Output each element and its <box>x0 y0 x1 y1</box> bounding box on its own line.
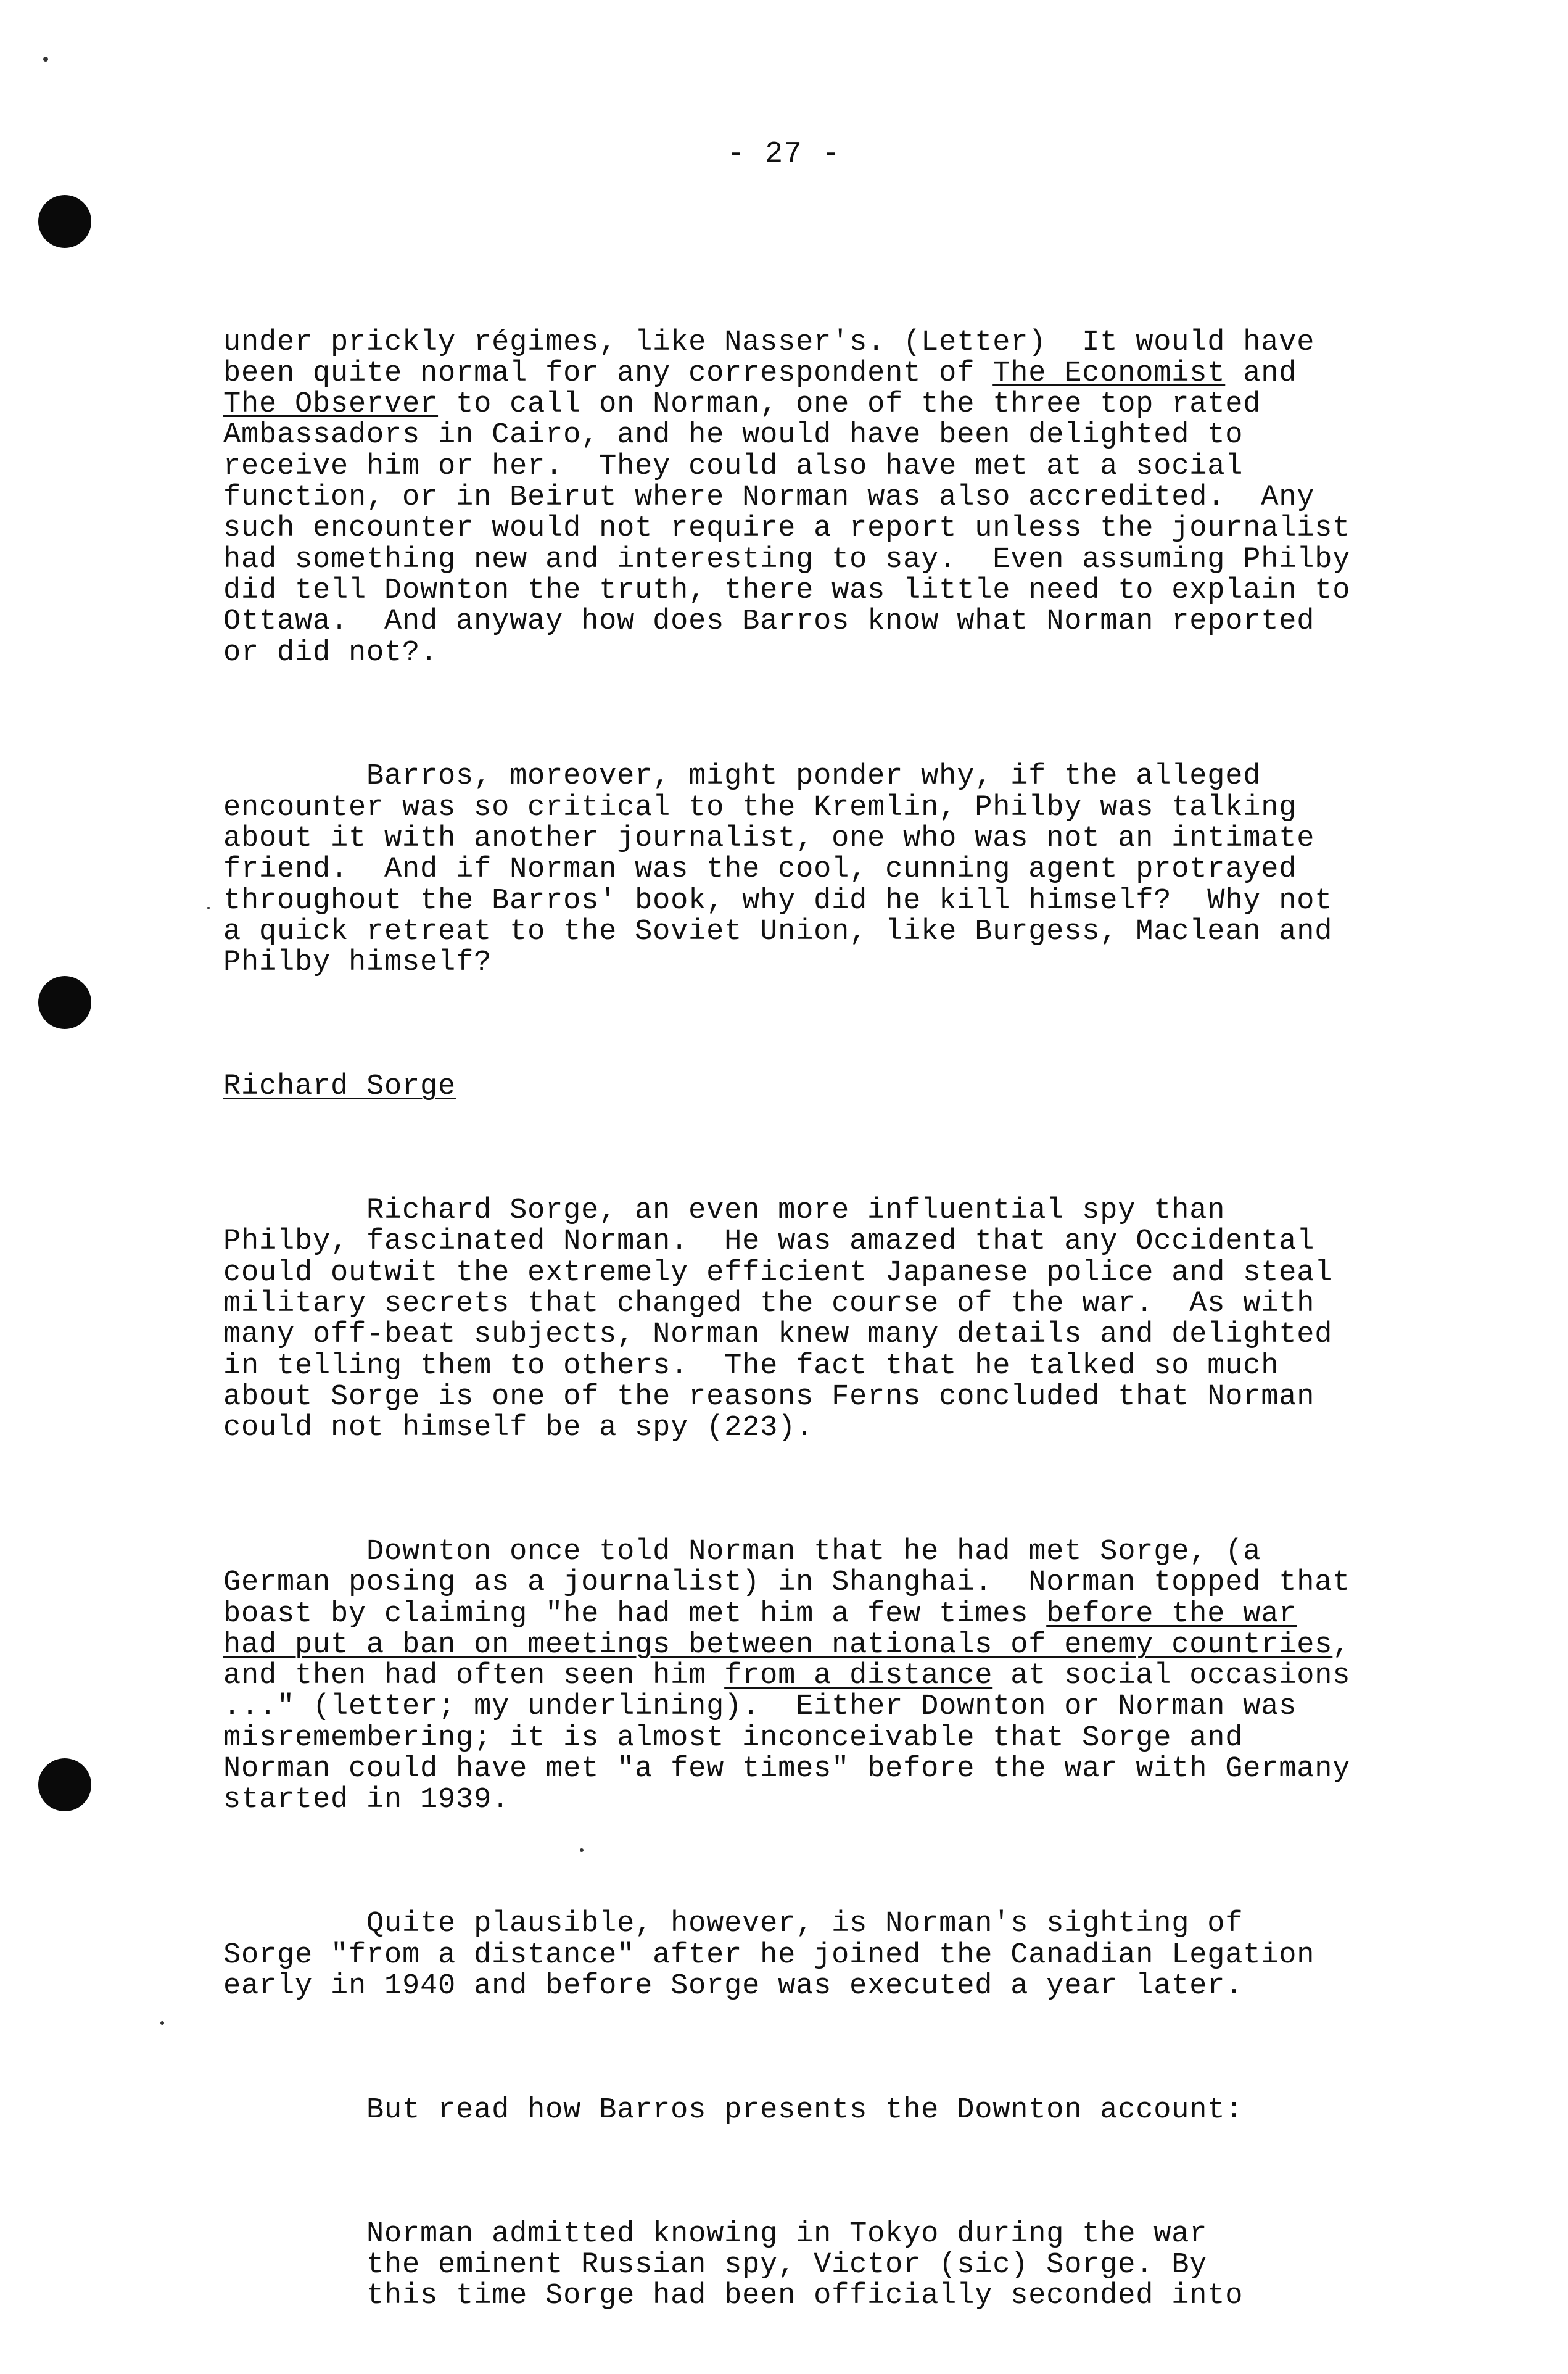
scan-speck <box>43 57 48 62</box>
text-line: this time Sorge had been officially seconded into <box>223 2280 1244 2313</box>
binder-hole-bottom <box>38 1758 91 1811</box>
text-line: the eminent Russian spy, Victor (sic) Sorge. By <box>223 2248 1208 2281</box>
paragraph-nasser <box>223 328 1414 669</box>
text-line: a quick retreat to the Soviet Union, like Burgess, Maclean and <box>223 915 1333 948</box>
section-heading <box>223 1072 1414 1102</box>
text-line: and then had often seen him <box>223 1660 725 1693</box>
text-line: , <box>1332 1628 1351 1661</box>
text-line: boast by claiming "he had met him a few times <box>223 1597 1047 1631</box>
underlined-phrase: before the war <box>1046 1597 1297 1631</box>
section-heading-text: Richard Sorge <box>223 1070 456 1104</box>
text-line: Quite plausible, however, is Norman's sighting of <box>223 1908 1244 1941</box>
underlined-phrase: had put a ban on meetings between nationals of enemy countries <box>223 1628 1333 1661</box>
text-line: military secrets that changed the course of the war. As with <box>223 1287 1315 1320</box>
text-line: or did not?. <box>223 636 439 669</box>
text-line: Ambassadors in Cairo, and he would have been delighted to <box>223 419 1244 452</box>
text-line: Norman admitted knowing in Tokyo during the war <box>223 2217 1208 2251</box>
text-line: Sorge "from a distance" after he joined the Canadian Legation <box>223 1938 1315 1972</box>
text-line: misremembering; it is almost inconceivable that Sorge and <box>223 1721 1244 1755</box>
paragraph-downton-shanghai <box>223 1537 1414 1816</box>
scan-speck <box>160 2021 164 2025</box>
text-line: about it with another journalist, one who was not an intimate <box>223 822 1315 856</box>
text-line: been quite normal for any correspondent of <box>223 357 993 390</box>
text-line: Ottawa. And anyway how does Barros know what Norman reported <box>223 605 1315 639</box>
text-line: ..." (letter; my underlining). Either Downton or Norman was <box>223 1690 1297 1724</box>
underlined-phrase: from a distance <box>724 1660 993 1693</box>
text-line: started in 1939. <box>223 1784 510 1817</box>
text-line: German posing as a journalist) in Shanghai. Norman topped that <box>223 1566 1351 1600</box>
text-line: under prickly régimes, like Nasser's. (Letter) It would have <box>223 326 1315 359</box>
text-line: and <box>1225 357 1297 390</box>
text-line: Downton once told Norman that he had met Sorge, (a <box>223 1535 1261 1568</box>
text-line: Norman could have met "a few times" before the war with Germany <box>223 1753 1351 1786</box>
paragraph-plausible <box>223 1909 1414 2002</box>
text-line: to call on Norman, one of the three top rated <box>438 388 1261 421</box>
text-line: many off-beat subjects, Norman knew many details and delighted <box>223 1318 1333 1352</box>
binder-hole-top <box>38 195 91 248</box>
underlined-title-observer: The Observer <box>223 388 439 421</box>
text-line: in telling them to others. The fact that he talked so much <box>223 1349 1279 1383</box>
block-quote <box>223 2219 1414 2312</box>
text-line: could outwit the extremely efficient Japanese police and steal <box>223 1256 1333 1289</box>
document-body <box>223 265 1414 2374</box>
text-line: about Sorge is one of the reasons Ferns concluded that Norman <box>223 1380 1315 1413</box>
text-line: at social occasions <box>992 1660 1351 1693</box>
text-line: But read how Barros presents the Downton account: <box>223 2093 1244 2127</box>
paragraph-barros-ponder <box>223 761 1414 978</box>
text-line: Philby himself? <box>223 946 492 980</box>
scan-speck <box>207 907 210 909</box>
text-line: encounter was so critical to the Kremlin, Philby was talking <box>223 791 1297 824</box>
text-line: early in 1940 and before Sorge was executed a year later. <box>223 1969 1244 2003</box>
text-line: throughout the Barros' book, why did he kill himself? Why not <box>223 884 1333 917</box>
underlined-title-economist: The Economist <box>992 357 1226 390</box>
text-line: Richard Sorge, an even more influential spy than <box>223 1194 1226 1228</box>
text-line: could not himself be a spy (223). <box>223 1412 814 1445</box>
text-line: Philby, fascinated Norman. He was amazed that any Occidental <box>223 1225 1315 1259</box>
text-line: Barros, moreover, might ponder why, if the alleged <box>223 760 1261 793</box>
text-line: receive him or her. They could also have met at a social <box>223 450 1244 483</box>
page-number: - 27 - <box>727 138 841 171</box>
text-line: did tell Downton the truth, there was little need to explain to <box>223 574 1351 607</box>
paragraph-read-how <box>223 2095 1414 2126</box>
paragraph-sorge-fascinated <box>223 1196 1414 1444</box>
text-line: friend. And if Norman was the cool, cunning agent protrayed <box>223 853 1297 887</box>
text-line: function, or in Beirut where Norman was also accredited. Any <box>223 481 1315 515</box>
text-line: had something new and interesting to say. Even assuming Philby <box>223 543 1351 576</box>
binder-hole-middle <box>38 976 91 1029</box>
text-line: such encounter would not require a report unless the journalist <box>223 512 1351 545</box>
